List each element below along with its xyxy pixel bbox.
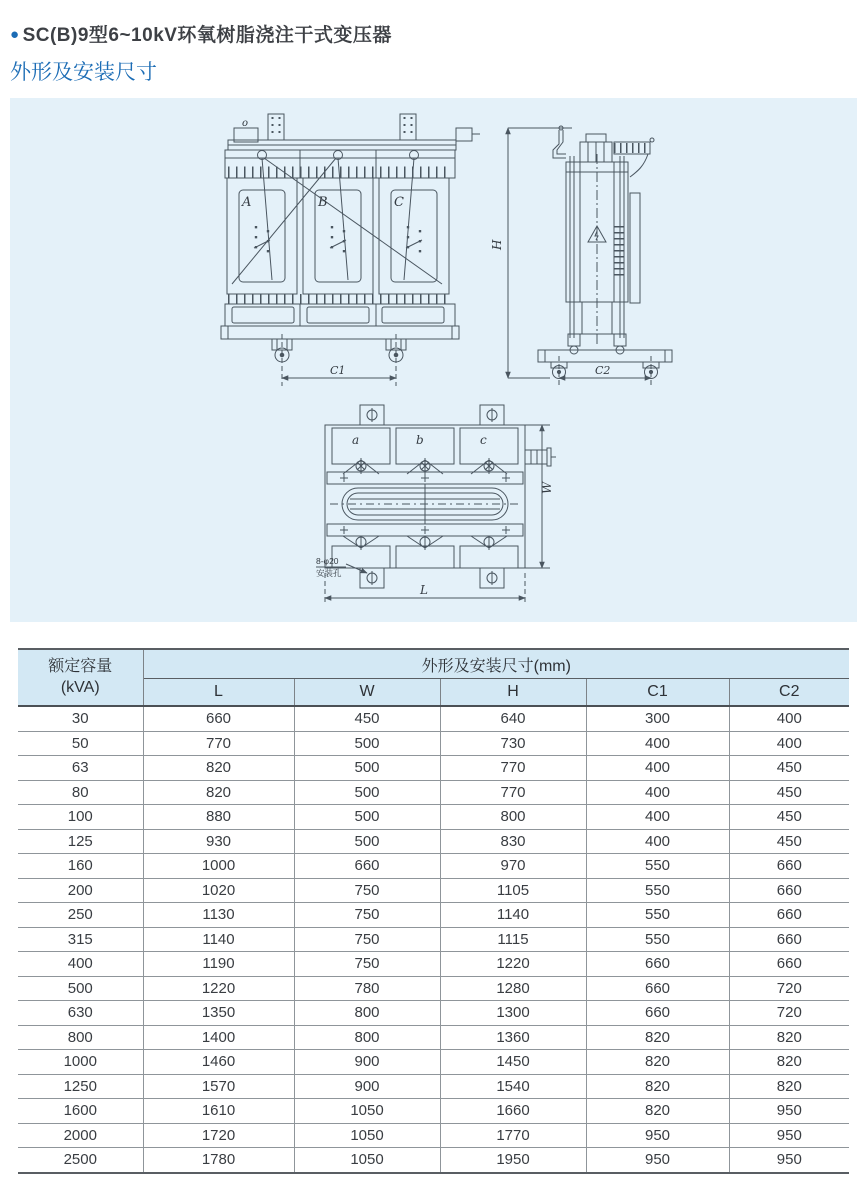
dimension-cell: 1115: [440, 927, 586, 952]
capacity-cell: 800: [18, 1025, 143, 1050]
dimension-cell: 820: [729, 1050, 849, 1075]
dimension-cell: 820: [586, 1099, 729, 1124]
dimension-cell: 1770: [440, 1123, 586, 1148]
mounting-note-line1: 8-φ20: [316, 556, 339, 566]
terminal-c-label: c: [480, 433, 487, 447]
dimension-cell: 770: [143, 731, 294, 756]
dimension-cell: 450: [729, 756, 849, 781]
dimension-cell: 880: [143, 805, 294, 830]
dimension-cell: 500: [294, 829, 440, 854]
dimension-cell: 1400: [143, 1025, 294, 1050]
dimension-cell: 820: [729, 1025, 849, 1050]
bullet-icon: ●: [10, 26, 20, 43]
dimension-cell: 400: [586, 731, 729, 756]
dimension-cell: 820: [729, 1074, 849, 1099]
dimension-cell: 950: [729, 1099, 849, 1124]
capacity-column-header: [18, 649, 143, 706]
transformer-outline-drawing: [10, 98, 857, 622]
dimension-cell: 400: [729, 706, 849, 731]
dims-group-header: 外形及安装尺寸(mm): [143, 649, 849, 679]
front-view: [221, 114, 480, 386]
dimension-cell: 750: [294, 927, 440, 952]
front-corner-label: o: [242, 118, 249, 129]
dimension-cell: 660: [586, 1001, 729, 1026]
capacity-cell: 2000: [18, 1123, 143, 1148]
capacity-cell: 160: [18, 854, 143, 879]
dimension-cell: 400: [586, 805, 729, 830]
dimension-cell: 660: [294, 854, 440, 879]
dimension-cell: 500: [294, 780, 440, 805]
dimension-cell: 1660: [440, 1099, 586, 1124]
capacity-cell: 2500: [18, 1148, 143, 1173]
table-row: [18, 756, 849, 781]
table-row: [18, 1001, 849, 1026]
capacity-cell: 630: [18, 1001, 143, 1026]
dim-c1-label: C1: [330, 364, 346, 377]
capacity-cell: 250: [18, 903, 143, 928]
table-row: [18, 1123, 849, 1148]
capacity-header-line1: 额定容量: [48, 657, 113, 675]
table-row: [18, 878, 849, 903]
dimension-cell: 770: [440, 756, 586, 781]
dimension-cell: 1020: [143, 878, 294, 903]
col-header-C1: C1: [586, 679, 729, 707]
dimension-cell: 970: [440, 854, 586, 879]
dimension-cell: 1780: [143, 1148, 294, 1173]
col-header-L: L: [143, 679, 294, 707]
capacity-cell: 200: [18, 878, 143, 903]
dimension-cell: 550: [586, 903, 729, 928]
dimension-cell: 820: [586, 1074, 729, 1099]
col-header-W: W: [294, 679, 440, 707]
dim-h-label: H: [490, 239, 504, 250]
dimension-cell: 660: [586, 976, 729, 1001]
capacity-cell: 80: [18, 780, 143, 805]
dimension-cell: 720: [729, 976, 849, 1001]
capacity-cell: 1600: [18, 1099, 143, 1124]
terminal-b-label: b: [416, 433, 424, 447]
dimension-cell: 550: [586, 854, 729, 879]
page-title-text: SC(B)9型6~10kV环氧树脂浇注干式变压器: [22, 25, 392, 46]
dimension-cell: 1050: [294, 1148, 440, 1173]
dimension-cell: 400: [729, 731, 849, 756]
table-row: [18, 976, 849, 1001]
dimension-cell: 1720: [143, 1123, 294, 1148]
table-row: [18, 731, 849, 756]
dimension-cell: 820: [143, 756, 294, 781]
table-row: [18, 780, 849, 805]
dimension-cell: 400: [586, 756, 729, 781]
page-title: [10, 20, 392, 47]
phase-c-label: C: [394, 195, 404, 210]
dimension-cell: 820: [586, 1050, 729, 1075]
table-row: [18, 927, 849, 952]
dimension-cell: 770: [440, 780, 586, 805]
dimension-cell: 750: [294, 903, 440, 928]
dimension-cell: 1140: [143, 927, 294, 952]
col-header-H: H: [440, 679, 586, 707]
table-row: [18, 706, 849, 731]
dimension-cell: 930: [143, 829, 294, 854]
dimension-cell: 660: [729, 903, 849, 928]
dimension-cell: 1000: [143, 854, 294, 879]
dim-l-label: L: [420, 583, 428, 597]
dimension-cell: 750: [294, 878, 440, 903]
dimension-cell: 500: [294, 805, 440, 830]
capacity-cell: 315: [18, 927, 143, 952]
dimension-cell: 1220: [143, 976, 294, 1001]
table-row: [18, 1074, 849, 1099]
table-row: [18, 805, 849, 830]
dimension-cell: 660: [729, 854, 849, 879]
phase-a-label: A: [242, 195, 252, 210]
dimension-cell: 400: [586, 829, 729, 854]
table-row: [18, 829, 849, 854]
table-row: [18, 1050, 849, 1075]
table-row: [18, 903, 849, 928]
dimension-cell: 660: [729, 952, 849, 977]
dimension-cell: 450: [729, 829, 849, 854]
dimension-cell: 1570: [143, 1074, 294, 1099]
dimension-cell: 1360: [440, 1025, 586, 1050]
dimension-cell: 900: [294, 1074, 440, 1099]
dimension-cell: 550: [586, 878, 729, 903]
dimension-cell: 300: [586, 706, 729, 731]
col-header-C2: C2: [729, 679, 849, 707]
dimension-cell: 450: [729, 805, 849, 830]
dimension-cell: 1140: [440, 903, 586, 928]
dimension-cell: 660: [729, 927, 849, 952]
dimension-cell: 820: [586, 1025, 729, 1050]
dimension-cell: 640: [440, 706, 586, 731]
mounting-note-line2: 安装孔: [316, 568, 342, 578]
dimension-cell: 720: [729, 1001, 849, 1026]
dimension-cell: 1130: [143, 903, 294, 928]
dimension-cell: 660: [143, 706, 294, 731]
dimension-cell: 1540: [440, 1074, 586, 1099]
dimension-cell: 660: [586, 952, 729, 977]
dim-w-label: W: [540, 481, 554, 494]
dimension-cell: 1350: [143, 1001, 294, 1026]
dimension-cell: 550: [586, 927, 729, 952]
phase-b-label: B: [318, 195, 328, 210]
dimension-cell: 950: [776, 1151, 802, 1169]
dimension-cell: 1950: [440, 1148, 586, 1173]
table-row: [18, 854, 849, 879]
dimension-cell: 1190: [143, 952, 294, 977]
dimension-cell: 1300: [440, 1001, 586, 1026]
dimension-cell: 1610: [143, 1099, 294, 1124]
table-row: [18, 952, 849, 977]
capacity-cell: 1000: [18, 1050, 143, 1075]
terminal-a-label: a: [352, 433, 360, 447]
dimension-cell: 780: [294, 976, 440, 1001]
dimension-cell: 800: [294, 1025, 440, 1050]
dim-c2-label: C2: [595, 364, 611, 377]
dimension-cell: 800: [440, 805, 586, 830]
dimension-cell: 500: [294, 731, 440, 756]
table-row: [18, 1099, 849, 1124]
dimension-cell: 1050: [294, 1099, 440, 1124]
section-subtitle: 外形及安装尺寸: [10, 61, 157, 84]
dimensions-table: [18, 648, 849, 1174]
capacity-cell: 100: [18, 805, 143, 830]
capacity-cell: 30: [18, 706, 143, 731]
capacity-cell: 1250: [18, 1074, 143, 1099]
dimension-cell: 1050: [294, 1123, 440, 1148]
capacity-cell: 500: [18, 976, 143, 1001]
table-row: [18, 1148, 849, 1173]
table-body: [18, 706, 849, 1173]
dimension-cell: 1105: [440, 878, 586, 903]
dimension-cell: 1220: [440, 952, 586, 977]
dimension-cell: 820: [143, 780, 294, 805]
dimension-cell: 1280: [440, 976, 586, 1001]
dimension-drawing-panel: [10, 98, 857, 622]
dimension-cell: 900: [294, 1050, 440, 1075]
table-row: [18, 1025, 849, 1050]
dimension-cell: 750: [294, 952, 440, 977]
dimension-cell: 950: [586, 1123, 729, 1148]
dimension-cell: 1450: [440, 1050, 586, 1075]
dimension-cell: 1460: [143, 1050, 294, 1075]
dimension-cell: 450: [729, 780, 849, 805]
capacity-cell: 50: [18, 731, 143, 756]
capacity-cell: 400: [18, 952, 143, 977]
dimension-cell: 400: [586, 780, 729, 805]
dimension-cell: 660: [729, 878, 849, 903]
dimension-cell: 950: [586, 1148, 729, 1173]
capacity-cell: 63: [18, 756, 143, 781]
dimension-cell: 730: [440, 731, 586, 756]
dimension-cell: 830: [440, 829, 586, 854]
dimension-cell: 800: [294, 1001, 440, 1026]
capacity-header-line2: (kVA): [60, 678, 100, 696]
side-view: [508, 126, 672, 386]
capacity-cell: 125: [18, 829, 143, 854]
dimension-cell: 450: [294, 706, 440, 731]
dimension-cell: 500: [294, 756, 440, 781]
dimension-cell: 950: [729, 1123, 849, 1148]
